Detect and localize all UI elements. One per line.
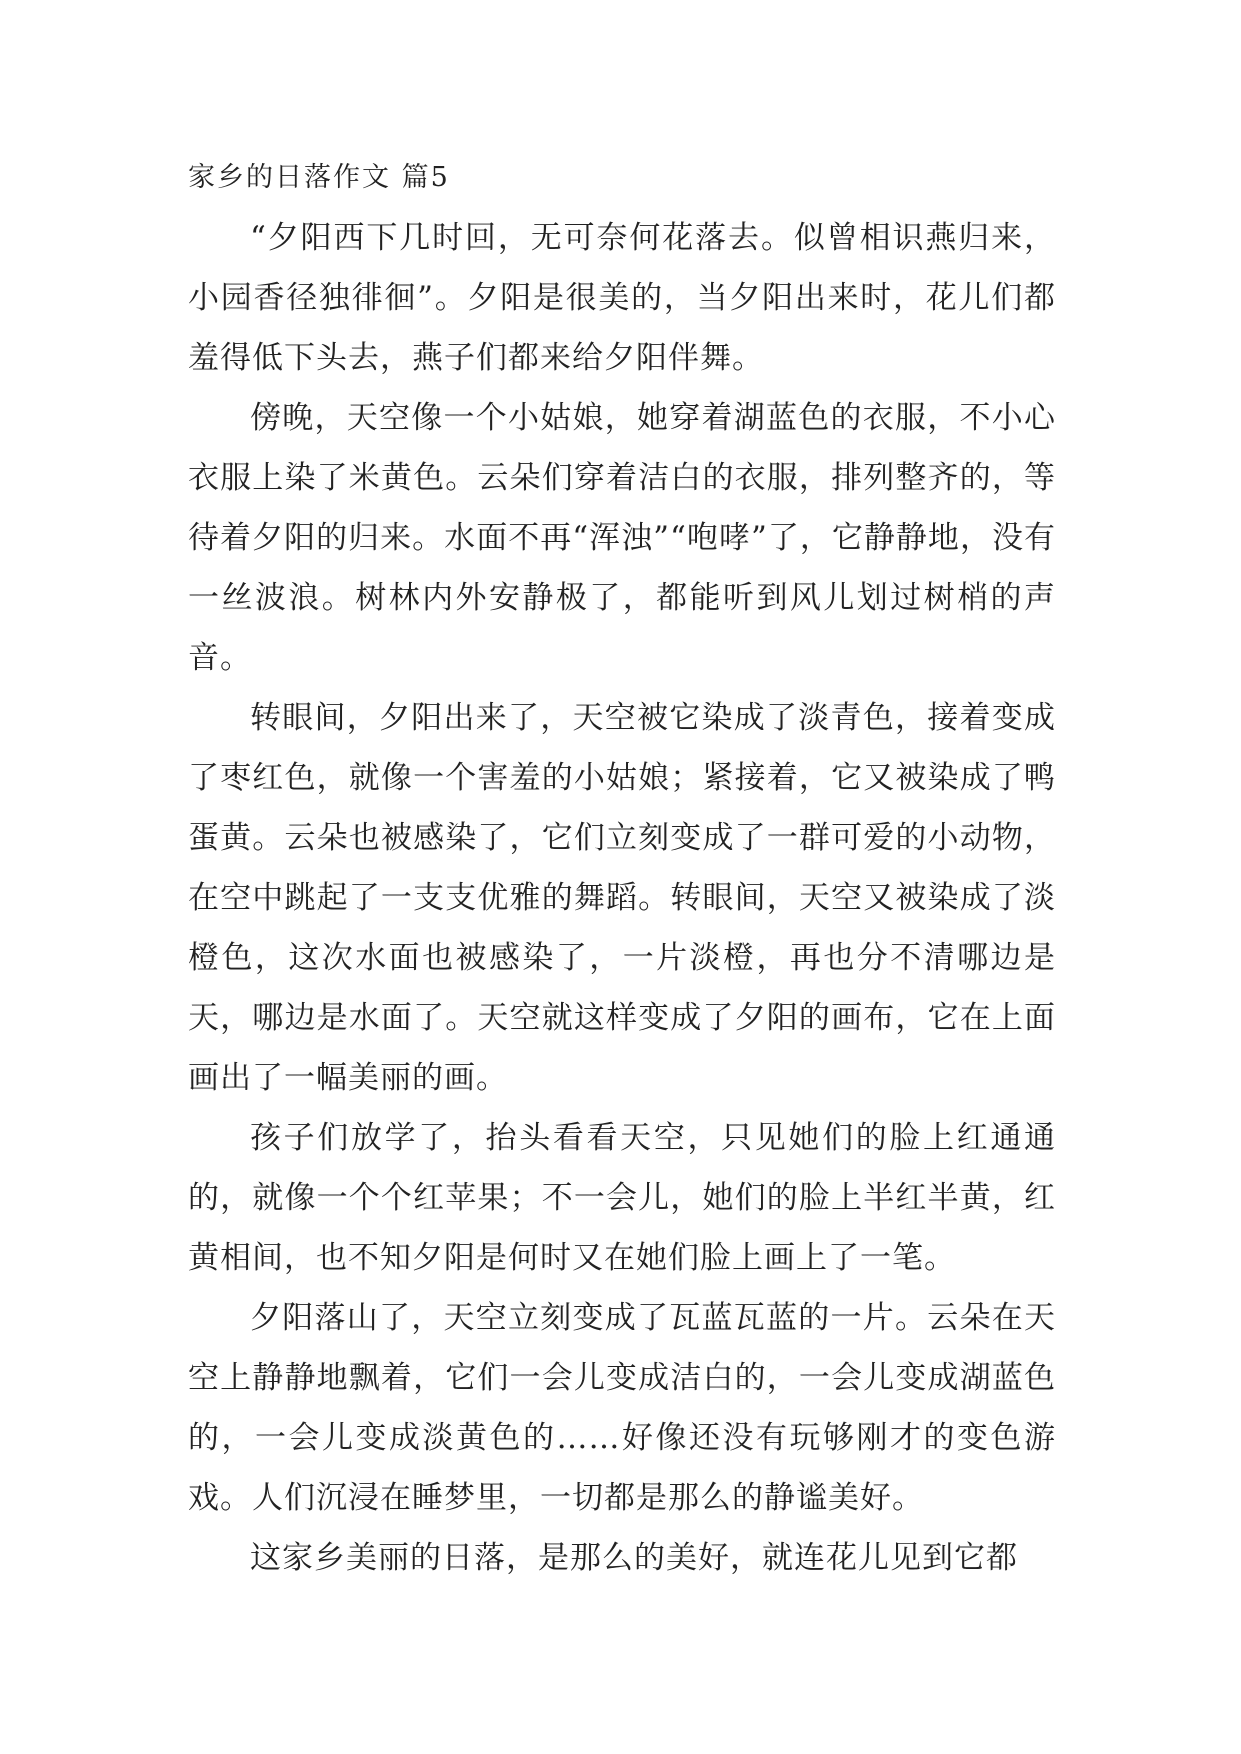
paragraph-1: “夕阳西下几时回，无可奈何花落去。似曾相识燕归来，小园香径独徘徊”。夕阳是很美的，当夕阳出来时，花儿们都羞得低下头去，燕子们都来给夕阳伴舞。 (188, 220, 1056, 376)
paragraph-3: 转眼间，夕阳出来了，天空被它染成了淡青色，接着变成了枣红色，就像一个害羞的小姑娘；紧接着，它又被染成了鸭蛋黄。云朵也被感染了，它们立刻变成了一群可爱的小动物，在空中跳起了一支支优雅的舞蹈。转眼间，天空又被染成了淡橙色，这次水面也被感染了，一片淡橙，再也分不清哪边是天，哪边是水面了。天空就这样变成了夕阳的画布，它在上面画出了一幅美丽的画。 (188, 700, 1056, 1096)
paragraph-6: 这家乡美丽的日落，是那么的美好，就连花儿见到它都 (250, 1540, 1018, 1576)
paragraph-2: 傍晚，天空像一个小姑娘，她穿着湖蓝色的衣服，不小心衣服上染了米黄色。云朵们穿着洁白的衣服，排列整齐的，等待着夕阳的归来。水面不再“浑浊”“咆哮”了，它静静地，没有一丝波浪。树林内外安静极了，都能听到风儿划过树梢的声音。 (188, 400, 1056, 676)
document-body (188, 160, 1056, 1588)
document-title: 家乡的日落作文 篇5 (188, 162, 450, 193)
paragraph-5: 夕阳落山了，天空立刻变成了瓦蓝瓦蓝的一片。云朵在天空上静静地飘着，它们一会儿变成洁白的，一会儿变成湖蓝色的，一会儿变成淡黄色的……好像还没有玩够刚才的变色游戏。人们沉浸在睡梦里，一切都是那么的静谧美好。 (188, 1300, 1056, 1516)
paragraph-4: 孩子们放学了，抬头看看天空，只见她们的脸上红通通的，就像一个个红苹果；不一会儿，她们的脸上半红半黄，红黄相间，也不知夕阳是何时又在她们脸上画上了一笔。 (188, 1120, 1056, 1276)
